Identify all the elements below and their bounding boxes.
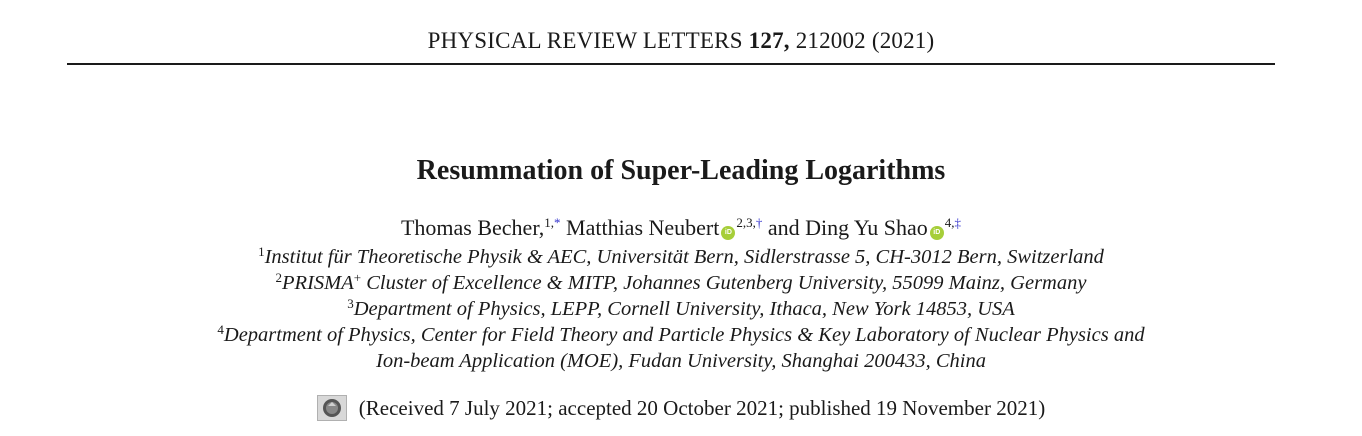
footnote-link[interactable]: ‡	[954, 215, 962, 230]
paper-title: Resummation of Super-Leading Logarithms	[416, 155, 946, 186]
journal-volume: 127,	[748, 28, 790, 53]
affiliation-list	[0, 244, 1362, 374]
affiliation-text: Cluster of Excellence & MITP, Johannes Gutenberg University, 55099 Mainz, Germany	[361, 272, 1087, 294]
affiliation-number: 1	[258, 244, 265, 259]
journal-name: PHYSICAL REVIEW LETTERS	[427, 28, 743, 53]
author-conjunction: and	[767, 215, 800, 240]
author-superscript: 4,‡	[944, 215, 962, 230]
orcid-icon[interactable]: iD	[721, 226, 735, 240]
journal-header	[0, 28, 1362, 54]
crossmark-icon[interactable]	[317, 395, 347, 421]
affiliation-number: 3	[347, 296, 354, 311]
author-superscript: 2,3,†	[736, 215, 763, 230]
affiliation-text: PRISMA	[282, 272, 354, 294]
affiliation-text: Department of Physics, Center for Field Theory and Particle Physics & Key Laboratory of Nuclear Physics and	[223, 324, 1145, 346]
author-superscript: 1,*	[544, 215, 561, 230]
received-dates: (Received 7 July 2021; accepted 20 October 2021; published 19 November 2021)	[358, 396, 1046, 420]
affiliation-superscript: +	[353, 270, 362, 285]
affiliation-text: Department of Physics, LEPP, Cornell University, Ithaca, New York 14853, USA	[353, 298, 1015, 320]
affiliation	[0, 270, 1362, 296]
header-rule	[67, 63, 1275, 65]
affiliation-text: Institut für Theoretische Physik & AEC, Universität Bern, Sidlerstrasse 5, CH-3012 Bern, Switzerland	[264, 246, 1104, 268]
orcid-icon[interactable]: iD	[930, 226, 944, 240]
author-name[interactable]: Matthias Neubert	[566, 215, 720, 240]
journal-article-number: 212002 (2021)	[795, 28, 935, 53]
author-name[interactable]: Ding Yu Shao	[805, 215, 928, 240]
author-name[interactable]: Thomas Becher,	[400, 215, 545, 240]
publication-history	[0, 395, 1362, 421]
affiliation	[0, 244, 1362, 270]
affiliation-continuation: Ion-beam Application (MOE), Fudan University, Shanghai 200433, China	[376, 350, 986, 372]
footnote-link[interactable]: *	[554, 215, 561, 230]
affiliation-number: 2	[275, 270, 283, 285]
affiliation	[0, 296, 1362, 322]
affiliation	[0, 322, 1362, 348]
footnote-link[interactable]: †	[755, 215, 763, 230]
affiliation-number: 4	[217, 322, 224, 337]
author-list	[0, 215, 1362, 241]
